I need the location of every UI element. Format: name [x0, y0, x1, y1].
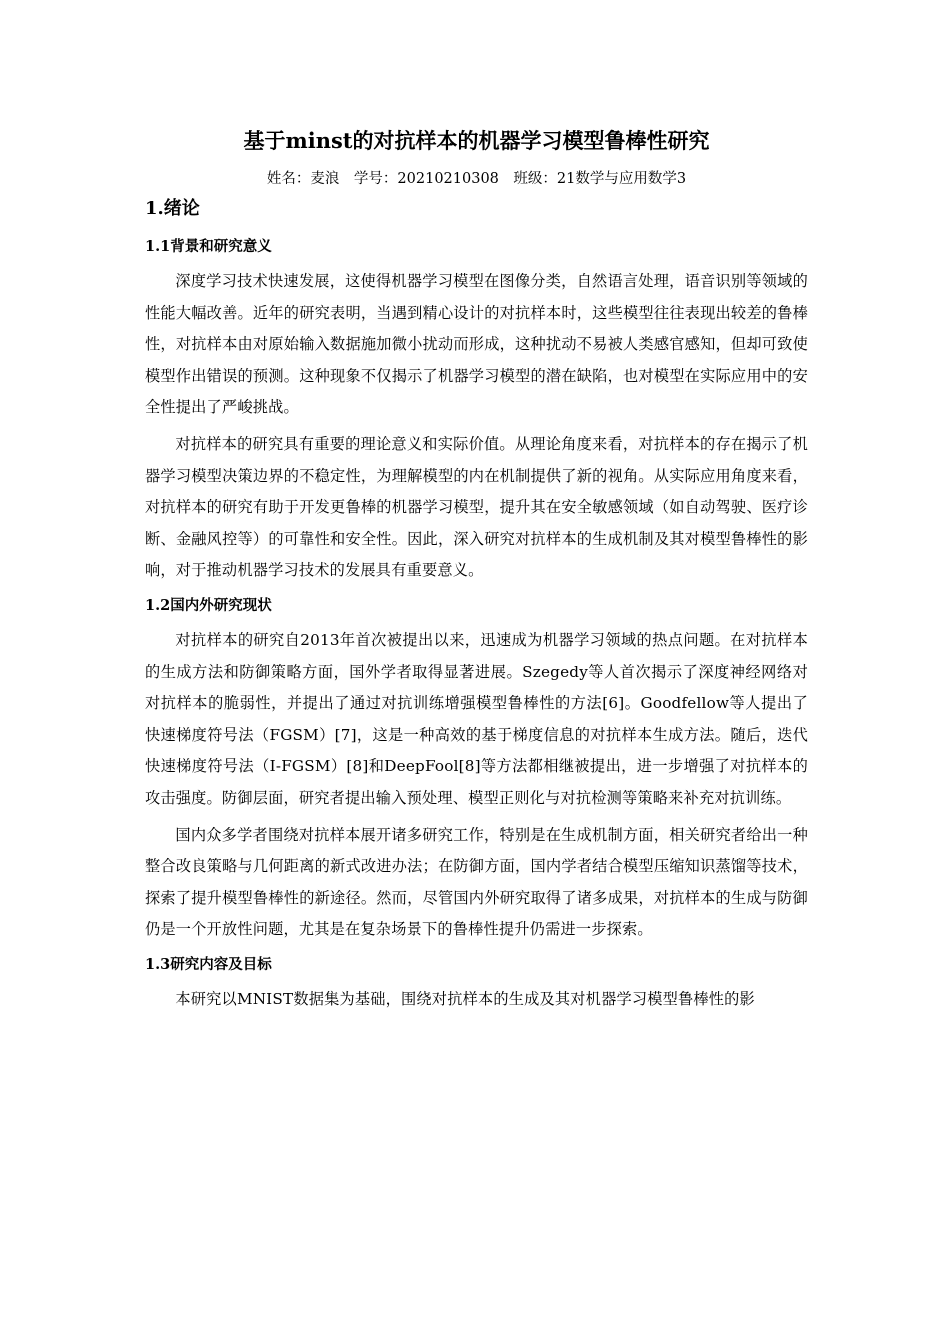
- paragraph: 深度学习技术快速发展，这使得机器学习模型在图像分类，自然语言处理，语音识别等领域的性能大幅改善。近年的研究表明，当遇到精心设计的对抗样本时，这些模型往往表现出较差的鲁棒性，对抗样本由对原始输入数据施加微小扰动而形成，这种扰动不易被人类感官感知，但却可致使模型作出错误的预测。这种现象不仅揭示了机器学习模型的潜在缺陷，也对模型在实际应用中的安全性提出了严峻挑战。: [145, 272, 808, 417]
- subsection-heading-research-status: 1.2国内外研究现状: [145, 596, 272, 614]
- author-info: 姓名：麦浪 学号：20210210308 班级：21数学与应用数学3: [266, 171, 687, 187]
- paragraph: 对抗样本的研究自2013年首次被提出以来，迅速成为机器学习领域的热点问题。在对抗样本的生成方法和防御策略方面，国外学者取得显著进展。Szegedy等人首次揭示了深度神经网络对对抗样本的脆弱性，并提出了通过对抗训练增强模型鲁棒性的方法[6]。Goodfellow等人提出了快速梯度符号法（FGSM）[7]，这是一种高效的基于梯度信息的对抗样本生成方法。随后，迭代快速梯度符号法（I-FGSM）[8]和DeepFool[8]等方法都相继被提出，进一步增强了对抗样本的攻击强度。防御层面，研究者提出输入预处理、模型正则化与对抗检测等策略来补充对抗训练。: [145, 630, 808, 807]
- subsection-heading-background: 1.1背景和研究意义: [145, 238, 272, 255]
- paragraph: 国内众多学者围绕对抗样本展开诸多研究工作，特别是在生成机制方面，相关研究者给出一种整合改良策略与几何距离的新式改进办法；在防御方面，国内学者结合模型压缩知识蒸馏等技术，探索了提升模型鲁棒性的新途径。然而，尽管国内外研究取得了诸多成果，对抗样本的生成与防御仍是一个开放性问题，尤其是在复杂场景下的鲁棒性提升仍需进一步探索。: [145, 825, 808, 939]
- subsection-heading-research-content: 1.3研究内容及目标: [145, 955, 272, 973]
- document-title: 基于minst的对抗样本的机器学习模型鲁棒性研究: [243, 128, 710, 153]
- document-body: [145, 118, 808, 1020]
- paragraph: 对抗样本的研究具有重要的理论意义和实际价值。从理论角度来看，对抗样本的存在揭示了机器学习模型决策边界的不稳定性，为理解模型的内在机制提供了新的视角。从实际应用角度来看，对抗样本的研究有助于开发更鲁棒的机器学习模型，提升其在安全敏感领域（如自动驾驶、医疗诊断、金融风控等）的可靠性和安全性。因此，深入研究对抗样本的生成机制及其对模型鲁棒性的影响，对于推动机器学习技术的发展具有重要意义。: [145, 434, 808, 580]
- section-heading-introduction: 1.绪论: [145, 198, 200, 219]
- paragraph: 本研究以MNIST数据集为基础，围绕对抗样本的生成及其对机器学习模型鲁棒性的影: [175, 989, 755, 1008]
